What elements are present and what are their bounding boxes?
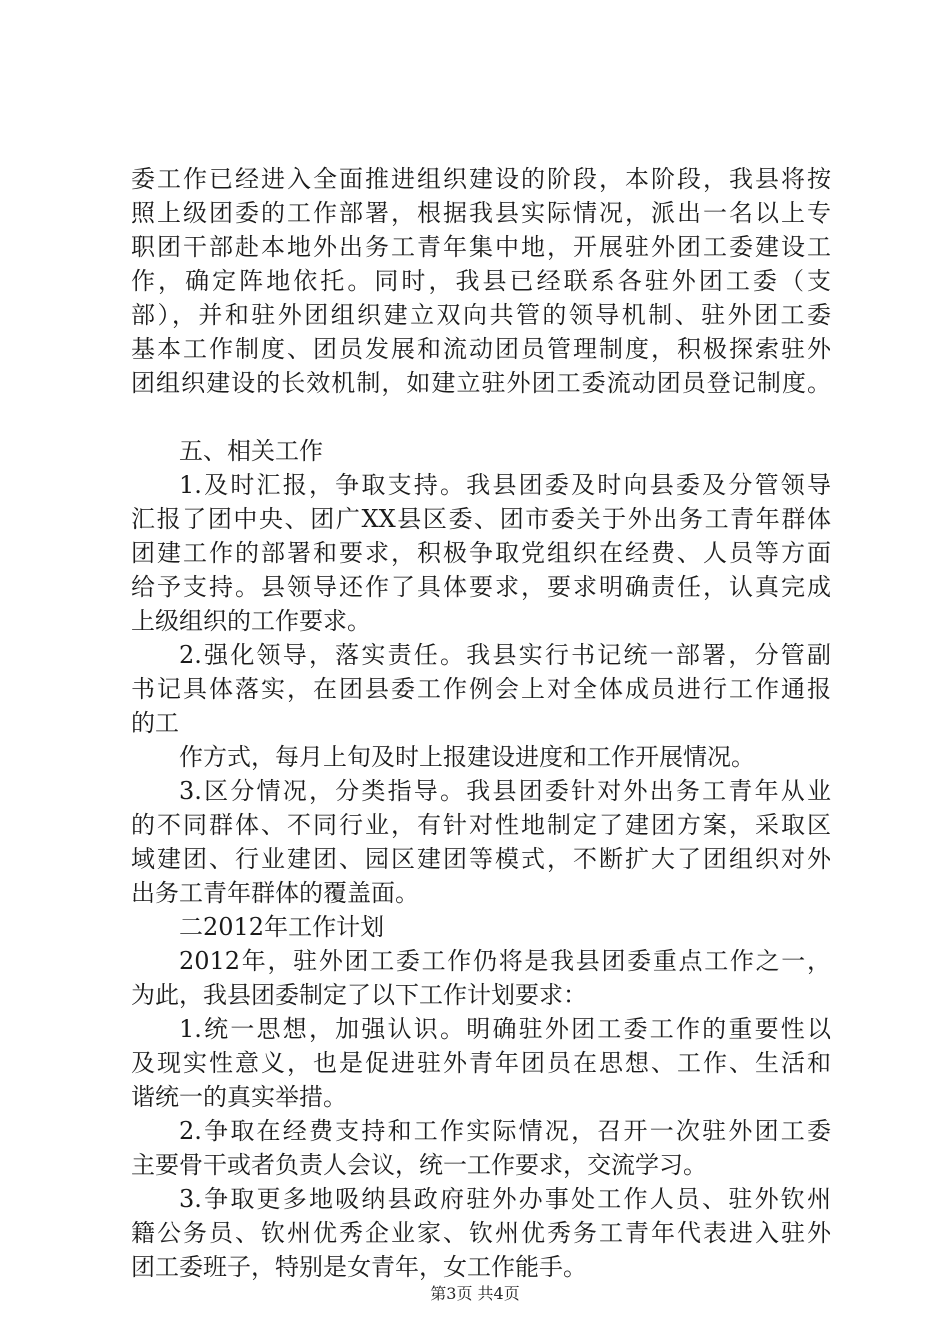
text-line: 3.争取更多地吸纳县政府驻外办事处工作人员、驻外钦州: [179, 1185, 831, 1213]
text-line: 作，确定阵地依托。同时，我县已经联系各驻外团工委（支: [131, 267, 831, 295]
text-line: 主要骨干或者负责人会议，统一工作要求，交流学习。: [131, 1151, 707, 1179]
paragraph-gap: [131, 400, 831, 434]
text-line: 汇报了团中央、团广XX县区委、团市委关于外出务工青年群体: [131, 505, 831, 533]
text-line: 3.区分情况，分类指导。我县团委针对外出务工青年从业: [179, 777, 831, 805]
text-line: 籍公务员、钦州优秀企业家、钦州优秀务工青年代表进入驻外: [131, 1219, 831, 1247]
text-line: 委工作已经进入全面推进组织建设的阶段，本阶段，我县将按: [131, 165, 831, 193]
text-line: 职团干部赴本地外出务工青年集中地，开展驻外团工委建设工: [131, 233, 831, 261]
text-line: 上级组织的工作要求。: [131, 607, 371, 635]
section-heading: 二2012年工作计划: [179, 913, 385, 941]
text-line: 出务工青年群体的覆盖面。: [131, 879, 419, 907]
text-line: 照上级团委的工作部署，根据我县实际情况，派出一名以上专: [131, 199, 831, 227]
text-line: 及现实性意义，也是促进驻外青年团员在思想、工作、生活和: [131, 1049, 831, 1077]
text-line: 1.及时汇报，争取支持。我县团委及时向县委及分管领导: [179, 471, 831, 499]
text-line: 谐统一的真实举措。: [131, 1083, 347, 1111]
section-heading: 五、相关工作: [179, 437, 323, 465]
text-line: 基本工作制度、团员发展和流动团员管理制度，积极探索驻外: [131, 335, 831, 363]
text-line: 域建团、行业建团、园区建团等模式，不断扩大了团组织对外: [131, 845, 831, 873]
text-line: 的工: [131, 709, 179, 737]
text-line: 为此，我县团委制定了以下工作计划要求：: [131, 981, 587, 1009]
text-line: 2.争取在经费支持和工作实际情况，召开一次驻外团工委: [179, 1117, 831, 1145]
text-line: 2.强化领导，落实责任。我县实行书记统一部署，分管副: [179, 641, 831, 669]
page-number: 第3页 共4页: [430, 1284, 520, 1303]
text-line: 团工委班子，特别是女青年，女工作能手。: [131, 1253, 587, 1281]
text-line: 作方式，每月上旬及时上报建设进度和工作开展情况。: [179, 743, 755, 771]
text-line: 团组织建设的长效机制，如建立驻外团工委流动团员登记制度。: [131, 369, 831, 397]
text-line: 团建工作的部署和要求，积极争取党组织在经费、人员等方面: [131, 539, 831, 567]
text-line: 部），并和驻外团组织建立双向共管的领导机制、驻外团工委: [131, 301, 831, 329]
document-body: [131, 162, 831, 1284]
text-line: 的不同群体、不同行业，有针对性地制定了建团方案，采取区: [131, 811, 831, 839]
text-line: 给予支持。县领导还作了具体要求，要求明确责任，认真完成: [131, 573, 831, 601]
text-line: 书记具体落实，在团县委工作例会上对全体成员进行工作通报: [131, 675, 831, 703]
text-line: 1.统一思想，加强认识。明确驻外团工委工作的重要性以: [179, 1015, 831, 1043]
text-line: 2012年，驻外团工委工作仍将是我县团委重点工作之一，: [179, 947, 831, 975]
